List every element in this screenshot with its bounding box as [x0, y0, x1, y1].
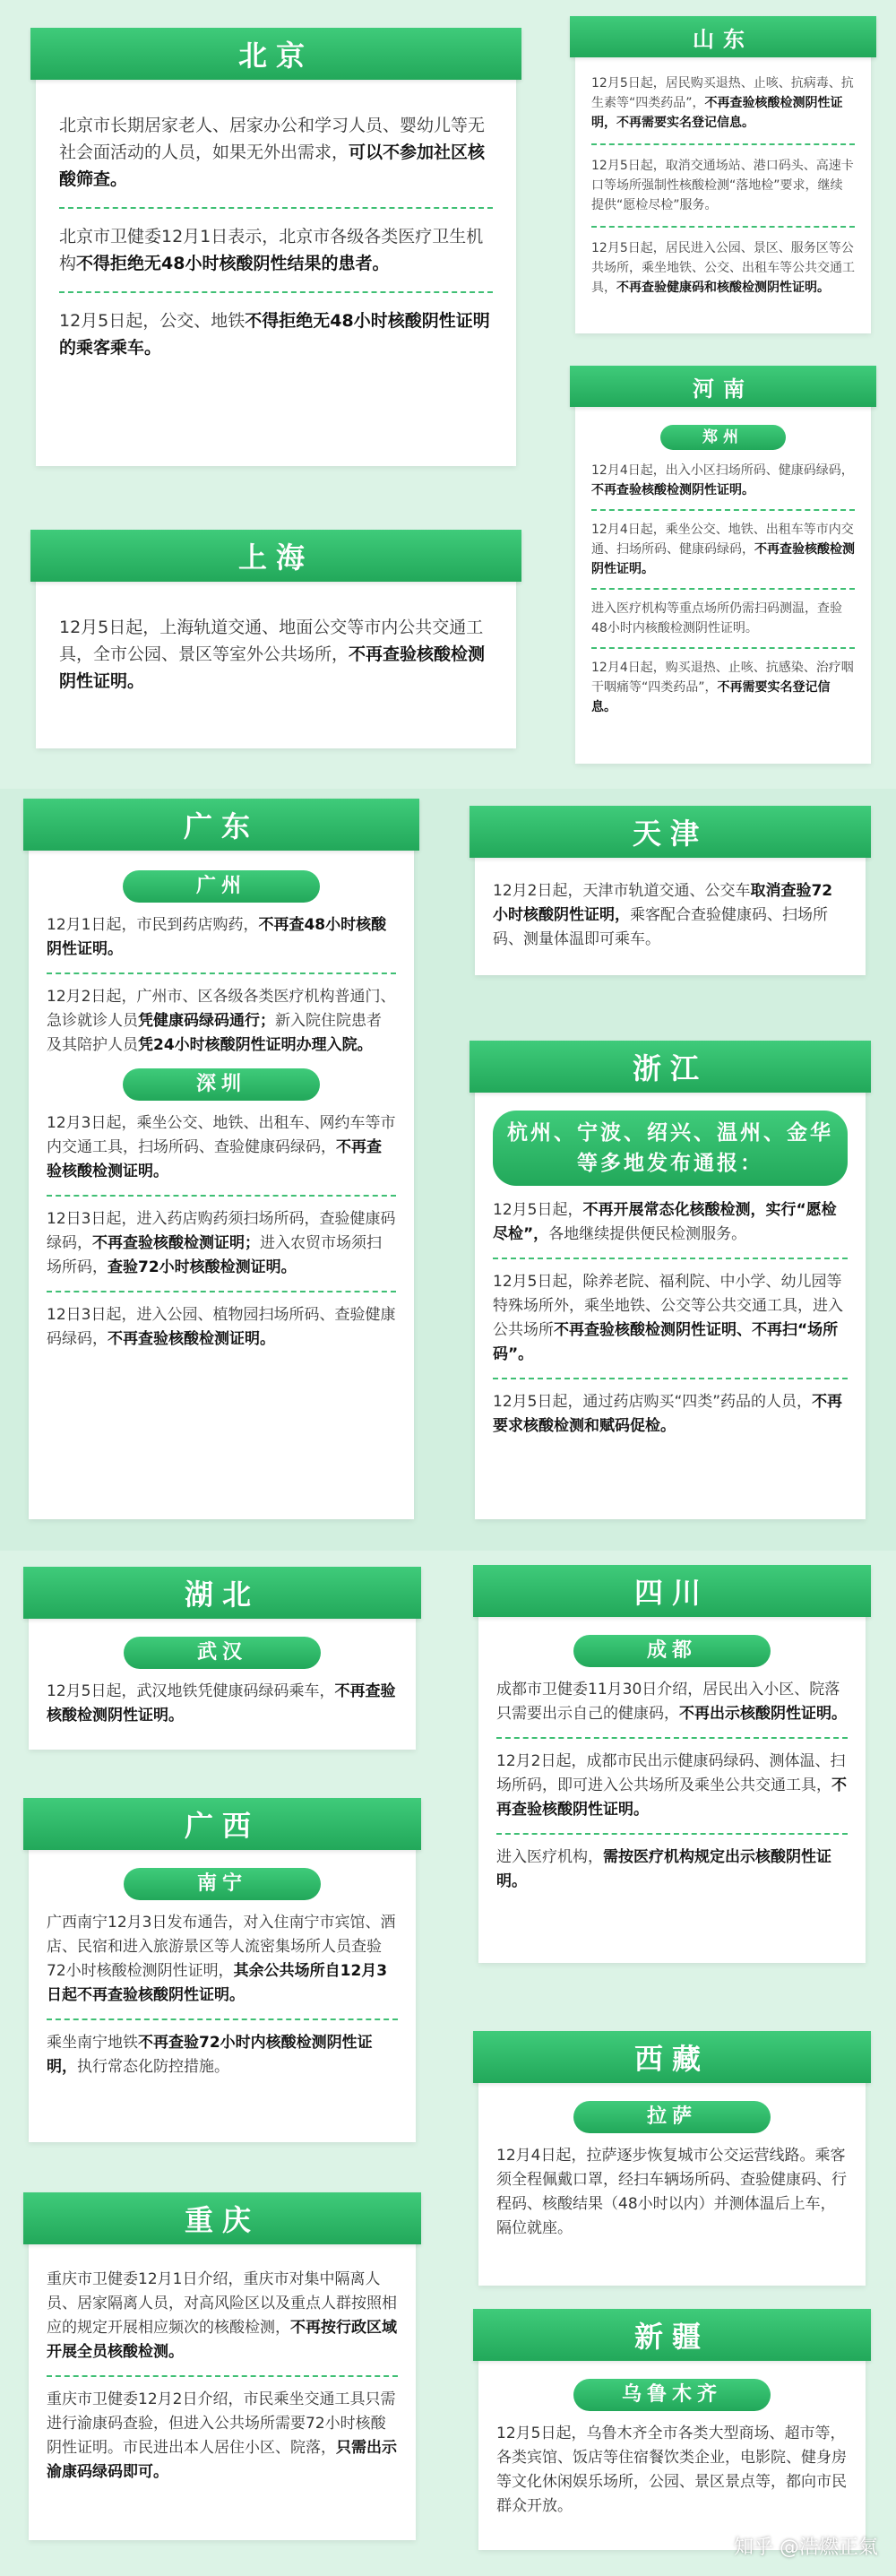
divider: [591, 588, 855, 590]
beijing-p2: 北京市卫健委12月1日表示，北京市各级各类医疗卫生机构不得拒绝无48小时核酸阴性结果的患者。: [59, 227, 484, 273]
divider: [493, 1378, 848, 1379]
shanghai-card: [36, 533, 516, 748]
section-middle: [0, 789, 896, 1551]
guangxi-card: [29, 1802, 416, 2142]
divider: [47, 1195, 396, 1197]
shandong-p2: 12月5日起，取消交通场站、港口码头、高速卡口等场所强制性核酸检测“落地检”要求，继续提供“愿检尽检”服务。: [591, 159, 854, 212]
zhejiang-card: [475, 1044, 866, 1519]
guangxi-p2: 乘坐南宁地铁不再查验72小时内核酸检测阴性证明，执行常态化防控措施。: [47, 2034, 373, 2076]
shanghai-header: 上海: [30, 530, 521, 582]
zhejiang-p1: 12月5日起，不再开展常态化核酸检测，实行“愿检尽检”，各地继续提供便民检测服务。: [493, 1201, 837, 1243]
tianjin-p1: 12月2日起，天津市轨道交通、公交车取消查验72小时核酸阴性证明，乘客配合查验健康码、扫场所码、测量体温即可乘车。: [493, 882, 833, 948]
guangdong-p2: 12月2日起，广州市、区各级各类医疗机构普通门、急诊就诊人员凭健康码绿码通行；新入院住院患者及其陪护人员凭24小时核酸阴性证明办理入院。: [47, 988, 396, 1054]
divider: [47, 2018, 398, 2020]
xinjiang-card: [478, 2312, 866, 2550]
shandong-p1: 12月5日起，居民购买退热、止咳、抗病毒、抗生素等“四类药品”，不再查验核酸检测阴性证明，不再需要实名登记信息。: [591, 76, 854, 130]
city-pill-wuhan: 武汉: [124, 1637, 321, 1669]
divider: [591, 143, 855, 145]
henan-p3: 进入医疗机构等重点场所仍需扫码测温，查验48小时内核酸检测阴性证明。: [591, 601, 842, 635]
shandong-header: 山东: [570, 16, 876, 57]
city-pill-chengdu: 成都: [573, 1635, 771, 1667]
tianjin-header: 天津: [470, 806, 871, 858]
city-pill-guangzhou: 广州: [123, 870, 320, 903]
beijing-header: 北京: [30, 28, 521, 80]
chongqing-card: [29, 2196, 416, 2540]
henan-card: [575, 369, 871, 764]
city-pill-nanning: 南宁: [124, 1868, 321, 1900]
divider: [47, 972, 396, 974]
divider: [496, 1833, 848, 1835]
shanghai-p1: 12月5日起，上海轨道交通、地面公交等市内公共交通工具，全市公园、景区等室外公共场所，不再查验核酸检测阴性证明。: [59, 618, 486, 691]
beijing-card: [36, 31, 516, 466]
xizang-card: [478, 2035, 866, 2286]
city-pill-urumqi: 乌鲁木齐: [573, 2379, 771, 2411]
city-pill-zhengzhou: 郑州: [660, 425, 786, 450]
sichuan-card: [478, 1569, 866, 1963]
xinjiang-p1: 12月5日起，乌鲁木齐全市各类大型商场、超市等，各类宾馆、饭店等住宿餐饮类企业，电影院、健身房等文化休闲娱乐场所，公园、景区景点等，都向市民群众开放。: [496, 2425, 847, 2515]
zhejiang-header: 浙江: [470, 1041, 871, 1093]
beijing-p3: 12月5日起，公交、地铁不得拒绝无48小时核酸阴性证明的乘客乘车。: [59, 311, 490, 358]
divider: [493, 1258, 848, 1259]
henan-header: 河南: [570, 366, 876, 407]
guangdong-p4: 12日3日起，进入药店购药须扫场所码，查验健康码绿码，不再查验核酸检测证明；进入农贸市场须扫场所码，查验72小时核酸检测证明。: [47, 1210, 396, 1276]
henan-p4: 12月4日起，购买退热、止咳、抗感染、治疗咽干咽痛等“四类药品”，不再需要实名登记信息。: [591, 661, 854, 714]
chongqing-p1: 重庆市卫健委12月1日介绍，重庆市对集中隔离人员、居家隔离人员，对高风险区以及重点人群按照相应的规定开展相应频次的核酸检测，不再按行政区域开展全员核酸检测。: [47, 2270, 397, 2361]
henan-p1: 12月4日起，出入小区扫场所码、健康码绿码，不再查验核酸检测阴性证明。: [591, 463, 854, 497]
hubei-header: 湖北: [23, 1567, 421, 1619]
sichuan-p3: 进入医疗机构，需按医疗机构规定出示核酸阴性证明。: [496, 1848, 831, 1890]
guangdong-p1: 12月1日起，市民到药店购药，不再查48小时核酸阴性证明。: [47, 916, 387, 958]
divider: [591, 509, 855, 511]
divider: [47, 2375, 398, 2377]
tianjin-card: [475, 809, 866, 975]
sichuan-p2: 12月2日起，成都市民出示健康码绿码、测体温、扫场所码，即可进入公共场所及乘坐公共交通工具，不再查验核酸阴性证明。: [496, 1752, 847, 1819]
guangxi-p1: 广西南宁12月3日发布通告，对入住南宁市宾馆、酒店、民宿和进入旅游景区等人流密集场所人员查验72小时核酸检测阴性证明，其余公共场所自12月3日起不再查验核酸阴性证明。: [47, 1914, 396, 2004]
divider: [591, 226, 855, 228]
zhejiang-notice: 杭州、宁波、绍兴、温州、金华等多地发布通报：: [493, 1111, 848, 1186]
city-pill-lasa: 拉萨: [573, 2101, 771, 2133]
xizang-p1: 12月4日起，拉萨逐步恢复城市公交运营线路。乘客须全程佩戴口罩，经扫车辆场所码、查验健康码、行程码、核酸结果（48小时以内）并测体温后上车，隔位就座。: [496, 2147, 847, 2237]
hubei-card: [29, 1570, 416, 1750]
zhejiang-p2: 12月5日起，除养老院、福利院、中小学、幼儿园等特殊场所外，乘坐地铁、公交等公共交通工具，进入公共场所不再查验核酸检测阴性证明、不再扫“场所码”。: [493, 1273, 843, 1363]
watermark: 知乎 @浩燃正氣: [734, 2537, 878, 2559]
section-bottom: [0, 1551, 896, 2576]
city-pill-shenzhen: 深圳: [123, 1068, 320, 1101]
divider: [496, 1737, 848, 1739]
xinjiang-header: 新疆: [473, 2309, 871, 2361]
chongqing-header: 重庆: [23, 2192, 421, 2244]
beijing-p1: 北京市长期居家老人、居家办公和学习人员、婴幼儿等无社会面活动的人员，如果无外出需求，可以不参加社区核酸筛查。: [59, 116, 486, 189]
sichuan-p1: 成都市卫健委11月30日介绍，居民出入小区、院落只需要出示自己的健康码，不再出示核酸阴性证明。: [496, 1681, 847, 1723]
shandong-p3: 12月5日起，居民进入公园、景区、服务区等公共场所，乘坐地铁、公交、出租车等公共交通工具，不再查验健康码和核酸检测阴性证明。: [591, 241, 855, 295]
guangdong-p3: 12月3日起，乘坐公交、地铁、出租车、网约车等市内交通工具，扫场所码、查验健康码绿码，不再查验核酸检测证明。: [47, 1114, 396, 1180]
sichuan-header: 四川: [473, 1565, 871, 1617]
guangxi-header: 广西: [23, 1798, 421, 1850]
hubei-p1: 12月5日起，武汉地铁凭健康码绿码乘车，不再查验核酸检测阴性证明。: [47, 1682, 396, 1725]
xizang-header: 西藏: [473, 2031, 871, 2083]
divider: [59, 291, 493, 293]
guangdong-header: 广东: [23, 799, 419, 851]
section-top: [0, 0, 896, 789]
henan-p2: 12月4日起，乘坐公交、地铁、出租车等市内交通、扫场所码、健康码绿码，不再查验核酸检测阴性证明。: [591, 523, 855, 576]
divider: [591, 647, 855, 649]
divider: [59, 207, 493, 209]
divider: [47, 1291, 396, 1292]
guangdong-card: [29, 802, 414, 1519]
zhejiang-p3: 12月5日起，通过药店购买“四类”药品的人员，不再要求核酸检测和赋码促检。: [493, 1393, 843, 1435]
shandong-card: [575, 20, 871, 333]
chongqing-p2: 重庆市卫健委12月2日介绍，市民乘坐交通工具只需进行渝康码查验，但进入公共场所需要72小时核酸阴性证明。市民进出本人居住小区、院落，只需出示渝康码绿码即可。: [47, 2390, 397, 2481]
guangdong-p5: 12日3日起，进入公园、植物园扫场所码、查验健康码绿码，不再查验核酸检测证明。: [47, 1306, 396, 1348]
